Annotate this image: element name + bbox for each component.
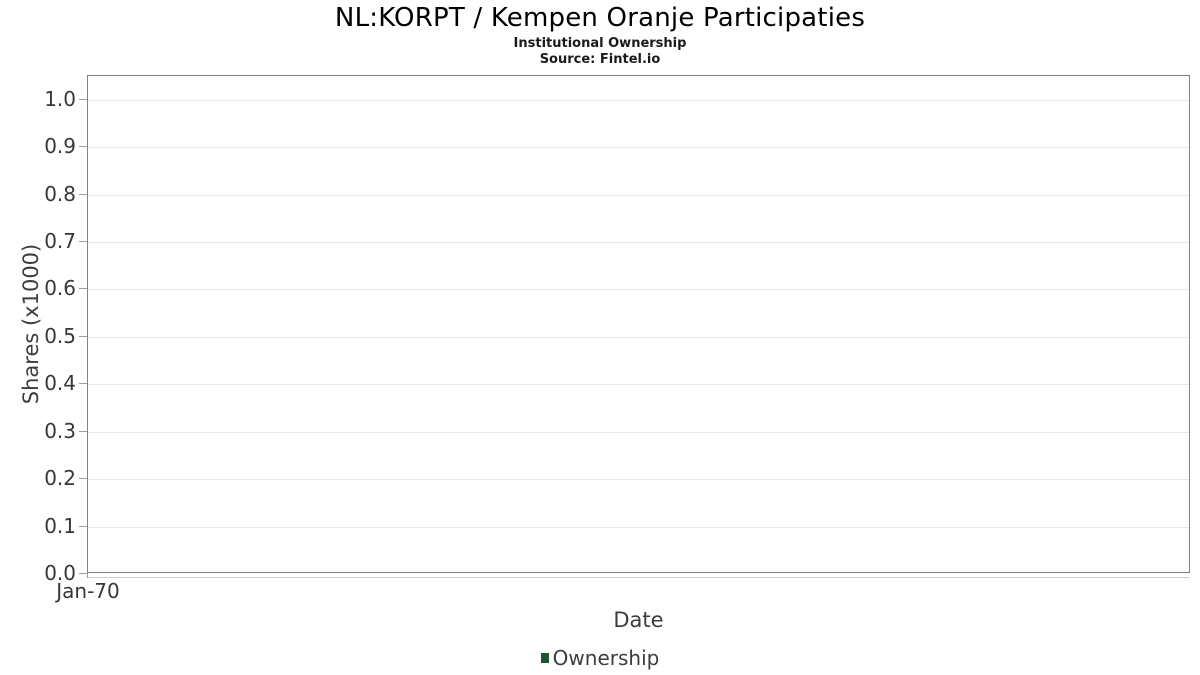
- gridline: [88, 195, 1189, 196]
- x-axis-tick-label: Jan-70: [56, 579, 120, 603]
- y-axis-tick-label: 0.0: [44, 561, 76, 585]
- y-axis-tick-mark: [79, 573, 87, 574]
- y-axis-tick-label: 1.0: [44, 86, 76, 111]
- y-axis-tick-mark: [79, 478, 87, 479]
- y-axis-tick-label: 0.8: [44, 181, 76, 206]
- y-axis-tick-mark: [79, 431, 87, 432]
- y-axis-tick-mark: [79, 146, 87, 147]
- gridline: [88, 479, 1189, 480]
- gridline: [88, 289, 1189, 290]
- y-axis-tick-label: 0.3: [44, 418, 76, 443]
- chart-source: Source: Fintel.io: [539, 52, 661, 67]
- legend: [0, 646, 1200, 670]
- gridline: [88, 147, 1189, 148]
- x-axis-tick-mark: [87, 573, 88, 578]
- y-axis-tick-label: 0.7: [44, 229, 76, 253]
- y-axis-tick-mark: [79, 383, 87, 384]
- gridline: [88, 384, 1189, 385]
- chart-title: NL:KORPT / Kempen Oranje Participaties: [334, 3, 866, 33]
- y-axis-tick-label: 0.2: [44, 466, 76, 491]
- y-axis-tick-label: 0.5: [44, 323, 76, 348]
- gridline: [88, 337, 1189, 338]
- y-axis-tick-mark: [79, 336, 87, 337]
- gridline: [88, 527, 1189, 528]
- gridline: [88, 242, 1189, 243]
- y-axis-tick-label: 0.9: [44, 134, 76, 159]
- x-axis-line: [87, 577, 1190, 578]
- plot-area: [87, 75, 1190, 573]
- y-axis-tick-label: 0.1: [44, 513, 76, 538]
- legend-marker-ownership: [541, 653, 549, 663]
- y-axis-tick-mark: [79, 241, 87, 242]
- y-axis-title: Shares (x1000): [19, 243, 43, 405]
- y-axis-tick-label: 0.4: [44, 371, 76, 396]
- chart-subtitle: Institutional Ownership: [513, 36, 687, 51]
- legend-label-ownership: Ownership: [552, 646, 660, 670]
- y-axis-tick-label: 0.6: [44, 276, 76, 301]
- y-axis-tick-mark: [79, 194, 87, 195]
- gridline: [88, 432, 1189, 433]
- gridline: [88, 100, 1189, 101]
- y-axis-tick-mark: [79, 99, 87, 100]
- y-axis-tick-mark: [79, 526, 87, 527]
- y-axis-tick-mark: [79, 288, 87, 289]
- x-axis-title: Date: [613, 608, 664, 632]
